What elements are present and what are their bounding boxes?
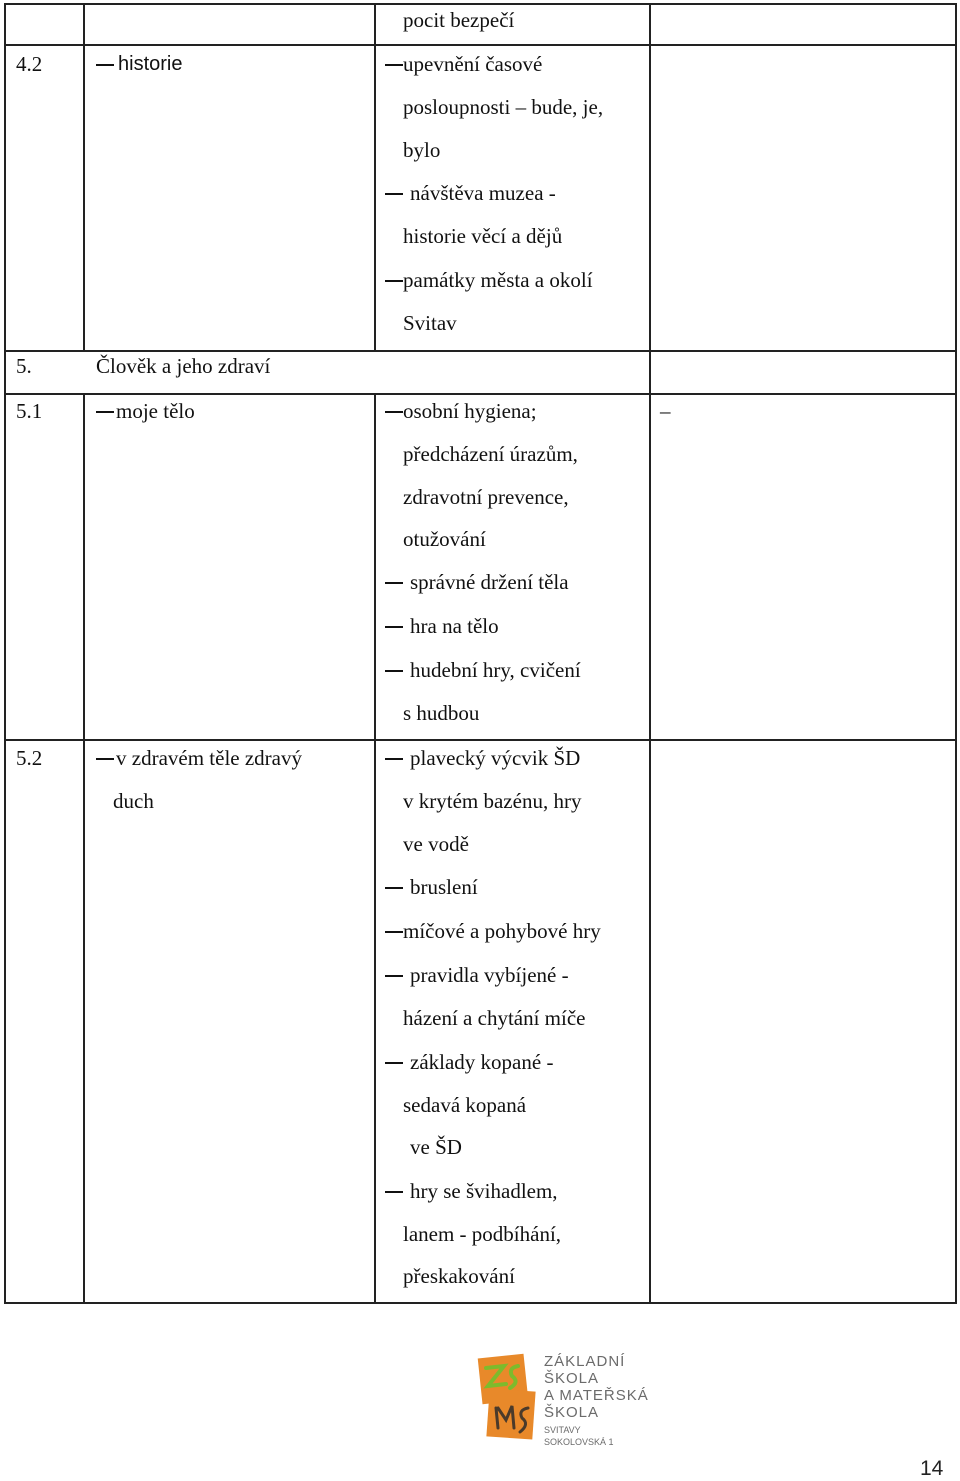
- activity-item: zdravotní prevence,: [403, 485, 569, 509]
- dash-bullet: [385, 411, 403, 413]
- dash-bullet: [96, 758, 114, 760]
- logo-line: ZÁKLADNÍ: [544, 1353, 626, 1370]
- dash-bullet: [385, 64, 403, 66]
- row-border: [4, 739, 957, 741]
- dash-bullet: [385, 887, 403, 889]
- activity-item: upevnění časové: [403, 52, 543, 76]
- row-number: 4.2: [16, 52, 43, 76]
- col-border: [374, 393, 376, 1304]
- activity-item: návštěva muzea -: [410, 181, 556, 205]
- dash-bullet: [385, 1191, 403, 1193]
- row-border: [4, 350, 957, 352]
- activity-item: bruslení: [410, 875, 478, 899]
- dash-bullet: [96, 64, 114, 66]
- activity-item: ve ŠD: [410, 1135, 462, 1159]
- activity-item: hudební hry, cvičení: [410, 658, 581, 682]
- activity-item: Svitav: [403, 311, 457, 335]
- dash-bullet: [96, 411, 114, 413]
- topic-label: historie: [118, 53, 183, 75]
- activity-item: základy kopané -: [410, 1050, 554, 1074]
- dash-bullet: [385, 626, 403, 628]
- activity-item: přeskakování: [403, 1264, 515, 1288]
- topic-label: moje tělo: [116, 399, 195, 423]
- section-number: 5.: [16, 354, 32, 378]
- dash-bullet: [385, 931, 403, 933]
- activity-item: památky města a okolí: [403, 268, 593, 292]
- activity-item: hry se švihadlem,: [410, 1179, 558, 1203]
- activity-item: správné držení těla: [410, 570, 569, 594]
- section-title: Člověk a jeho zdraví: [96, 354, 271, 378]
- activity-item: historie věcí a dějů: [403, 224, 563, 248]
- dash-bullet: [385, 975, 403, 977]
- activity-item: osobní hygiena;: [403, 399, 537, 423]
- logo-line: SOKOLOVSKÁ 1: [544, 1437, 614, 1447]
- dash-bullet: [385, 280, 403, 282]
- col4-dash: –: [660, 399, 671, 423]
- row-border: [4, 44, 957, 46]
- activity-item: sedavá kopaná: [403, 1093, 527, 1117]
- col-border: [374, 3, 376, 351]
- logo-line: ŠKOLA: [544, 1404, 600, 1421]
- row-border: [4, 393, 957, 395]
- logo-line: ŠKOLA: [544, 1370, 600, 1387]
- row-number: 5.1: [16, 399, 43, 423]
- activity-item: posloupnosti – bude, je,: [403, 95, 604, 119]
- activity-item: házení a chytání míče: [403, 1006, 586, 1030]
- col-border: [649, 3, 651, 1304]
- col-border: [83, 3, 85, 351]
- activity-item: s hudbou: [403, 701, 480, 725]
- col-border-left: [4, 3, 6, 1304]
- activity-item: pravidla vybíjené -: [410, 963, 569, 987]
- school-logo-mark: [474, 1348, 544, 1448]
- row-number: 5.2: [16, 746, 43, 770]
- topic-label: v zdravém těle zdravý: [116, 746, 302, 770]
- activity-item: ve vodě: [403, 832, 469, 856]
- activity-item: v krytém bazénu, hry: [403, 789, 582, 813]
- topic-label: duch: [113, 789, 154, 813]
- dash-bullet: [385, 1062, 403, 1064]
- school-logo: [474, 1348, 654, 1468]
- activity-item: otužování: [403, 527, 486, 551]
- activity-item: hra na tělo: [410, 614, 499, 638]
- activity-item: lanem - podbíhání,: [403, 1222, 562, 1246]
- activity-item: plavecký výcvik ŠD: [410, 746, 581, 770]
- activity-item: míčové a pohybové hry: [403, 919, 601, 943]
- col-border: [83, 393, 85, 1304]
- dash-bullet: [385, 670, 403, 672]
- dash-bullet: [385, 193, 403, 195]
- activity-item: pocit bezpečí: [403, 8, 515, 32]
- page-number: 14: [920, 1457, 944, 1480]
- row-border-bottom: [4, 1302, 957, 1304]
- activity-item: bylo: [403, 138, 441, 162]
- logo-line: A MATEŘSKÁ: [544, 1387, 649, 1404]
- logo-line: SVITAVY: [544, 1425, 581, 1435]
- dash-bullet: [385, 758, 403, 760]
- dash-bullet: [385, 582, 403, 584]
- col-border-right: [955, 3, 957, 1304]
- activity-item: předcházení úrazům,: [403, 442, 578, 466]
- row-border-top: [4, 3, 957, 5]
